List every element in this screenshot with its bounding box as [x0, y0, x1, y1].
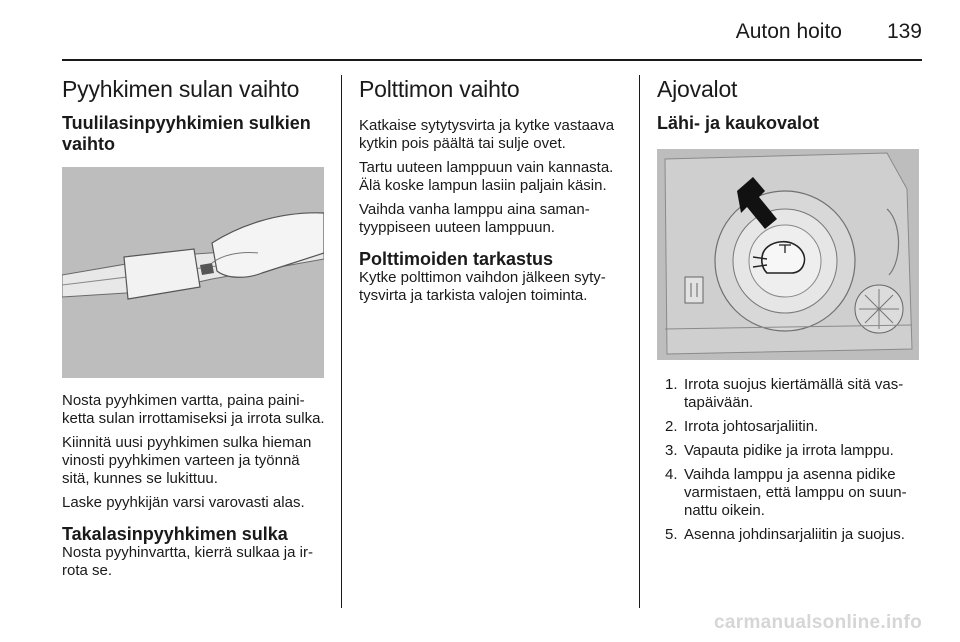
wiper-paragraph: Nosta pyyhkimen vartta, paina painiketta sulan irrottamiseksi ja irrota sulka. [62, 392, 325, 427]
column-divider [341, 75, 342, 608]
page-header [0, 0, 960, 62]
wiper-blade-drawing [62, 167, 324, 378]
headlight-illustration [657, 149, 919, 360]
wiper-blade-illustration [62, 167, 324, 378]
headlight-drawing [657, 149, 919, 360]
bulb-check-heading: Polttimoiden tarkastus [359, 249, 554, 269]
wiper-subheading: Tuulilasinpyyhkimien sulkien vaihto [62, 113, 311, 154]
headlights-subheading: Lähi- ja kaukovalot [657, 113, 820, 133]
column-bulb-replacement [359, 76, 624, 311]
watermark: carmanualsonline.info [714, 612, 922, 633]
column-headlights [657, 76, 922, 550]
wiper-paragraph: Laske pyyhkijän varsi varovasti alas. [62, 494, 305, 511]
bulb-paragraph: Vaihda vanha lamppu aina samantyyppiseen uuteen lamppuun. [359, 201, 590, 236]
list-item: 2. Irrota johtosarjaliitin. [665, 418, 819, 435]
wiper-paragraph: Kiinnitä uusi pyyhkimen sulka hieman vinosti pyyhkimen varteen ja työnnä sitä, kunnes se lukittuu. [62, 434, 312, 487]
headlight-steps [657, 376, 922, 544]
header-rule [62, 59, 922, 61]
column-divider [639, 75, 640, 608]
bulb-check-text: Kytke polttimon vaihdon jälkeen sytytysvirta ja tarkista valojen toiminta. [359, 269, 606, 304]
rear-wiper-text: Nosta pyyhinvartta, kierrä sulkaa ja irrota se. [62, 544, 313, 579]
wiper-heading: Pyyhkimen sulan vaihto [62, 76, 300, 102]
list-item: 5. Asenna johdinsarjaliitin ja suojus. [665, 526, 905, 543]
bulb-heading: Polttimon vaihto [359, 76, 520, 102]
section-title: Auton hoito [735, 20, 842, 43]
bulb-paragraph: Katkaise sytytysvirta ja kytke vastaava kytkin pois päältä tai sulje ovet. [359, 117, 615, 152]
headlights-heading: Ajovalot [657, 76, 738, 102]
column-wiper [62, 76, 327, 586]
list-item: 1. Irrota suojus kiertämällä sitä vastapäivään. [665, 376, 904, 411]
page-number: 139 [886, 20, 922, 43]
list-item: 3. Vapauta pidike ja irrota lamppu. [665, 442, 894, 459]
bulb-paragraph: Tartu uuteen lamppuun vain kannasta. Älä koske lampun lasiin paljain käsin. [359, 159, 614, 194]
rear-wiper-heading: Takalasinpyyhkimen sulka [62, 524, 288, 544]
list-item: 4. Vaihda lamppu ja asenna pidike varmistaen, että lamppu on suunnattu oikein. [665, 466, 907, 519]
